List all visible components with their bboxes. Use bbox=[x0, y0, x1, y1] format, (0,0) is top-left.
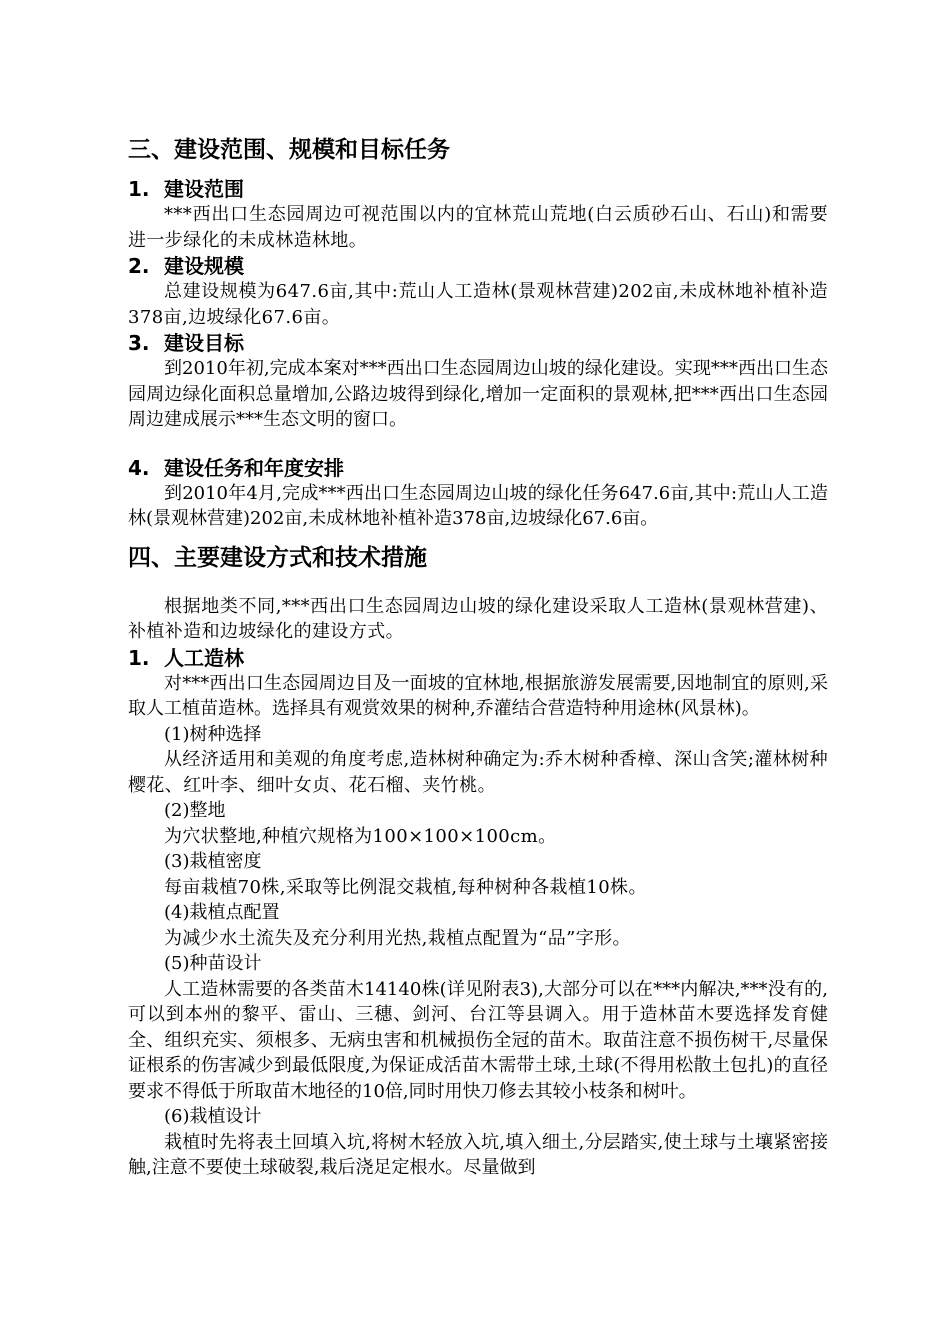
item-body: 到2010年初,完成本案对***西出口生态园周边山坡的绿化建设。实现***西出口生态园周边绿化面积总量增加,公路边坡得到绿化,增加一定面积的景观林,把***西出口生态园周边建成展示***生态文明的窗口。 bbox=[128, 358, 828, 430]
item-number: 1. bbox=[128, 177, 150, 201]
item-number: 3. bbox=[128, 331, 150, 355]
section-3-item-1 bbox=[128, 176, 828, 253]
subsection-body: 为减少水土流失及充分利用光热,栽植点配置为“品”字形。 bbox=[164, 927, 631, 949]
item-heading bbox=[128, 330, 828, 356]
section-4-title: 四、主要建设方式和技术措施 bbox=[128, 544, 427, 571]
item-heading-text: 建设规模 bbox=[164, 254, 244, 278]
section-3-item-4 bbox=[128, 455, 828, 532]
item-number: 1. bbox=[128, 645, 150, 670]
item-body: 总建设规模为647.6亩,其中:荒山人工造林(景观林营建)202亩,未成林地补植补造378亩,边坡绿化67.6亩。 bbox=[128, 281, 828, 328]
section-3-item-3 bbox=[128, 330, 828, 433]
subsection-body: 栽植时先将表土回填入坑,将树木轻放入坑,填入细土,分层踏实,使土球与土壤紧密接触,注意不要使土球破裂,栽后浇足定根水。尽量做到 bbox=[128, 1131, 828, 1178]
subsection-body: 人工造林需要的各类苗木14140株(详见附表3),大部分可以在***内解决,***没有的,可以到本州的黎平、雷山、三穗、剑河、台江等县调入。用于造林苗木要选择发育健全、组织充实、须根多、无病虫害和机械损伤全冠的苗木。取苗注意不损伤树干,尽量保证根系的伤害减少到最低限度,为保证成活苗木需带土球,土球(不得用松散土包扎)的直径要求不得低于所取苗木地径的10倍,同时用快刀修去其较小枝条和树叶。 bbox=[128, 978, 828, 1102]
subsection-site-preparation bbox=[128, 798, 828, 849]
item-heading-text: 建设范围 bbox=[164, 177, 244, 201]
subsection-label: (5)种苗设计 bbox=[164, 953, 262, 974]
subsection-planting-layout bbox=[128, 900, 828, 951]
subsection-label: (6)栽植设计 bbox=[164, 1106, 262, 1127]
item-body: 对***西出口生态园周边目及一面坡的宜林地,根据旅游发展需要,因地制宜的原则,采取人工植苗造林。选择具有观赏效果的树种,乔灌结合营造特种用途林(风景林)。 bbox=[128, 672, 828, 719]
item-number: 4. bbox=[128, 455, 150, 480]
subsection-planting-design bbox=[128, 1104, 828, 1181]
subsection-tree-species bbox=[128, 722, 828, 799]
item-heading bbox=[128, 455, 828, 481]
subsection-label: (4)栽植点配置 bbox=[164, 902, 280, 923]
item-heading bbox=[128, 176, 828, 202]
section-4-item-1 bbox=[128, 645, 828, 722]
subsection-label: (1)树种选择 bbox=[164, 723, 262, 745]
subsection-planting-density bbox=[128, 849, 828, 900]
item-heading bbox=[128, 253, 828, 279]
subsection-body: 每亩栽植70株,采取等比例混交栽植,每种树种各栽植10株。 bbox=[164, 876, 647, 898]
section-4-intro: 根据地类不同,***西出口生态园周边山坡的绿化建设采取人工造林(景观林营建)、补植补造和边坡绿化的建设方式。 bbox=[128, 595, 828, 642]
item-heading-text: 建设目标 bbox=[164, 331, 244, 355]
subsection-body: 为穴状整地,种植穴规格为100×100×100cm。 bbox=[164, 825, 557, 847]
section-3-item-2 bbox=[128, 253, 828, 330]
item-body: ***西出口生态园周边可视范围以内的宜林荒山荒地(白云质砂石山、石山)和需要进一步绿化的未成林造林地。 bbox=[128, 204, 828, 251]
item-heading-text: 建设任务和年度安排 bbox=[164, 455, 344, 480]
section-3-title: 三、建设范围、规模和目标任务 bbox=[128, 137, 450, 163]
item-heading-text: 人工造林 bbox=[164, 645, 244, 670]
subsection-body: 从经济适用和美观的角度考虑,造林树种确定为:乔木树种香樟、深山含笑;灌林树种樱花、红叶李、细叶女贞、花石榴、夹竹桃。 bbox=[128, 749, 828, 796]
item-number: 2. bbox=[128, 254, 150, 278]
item-heading bbox=[128, 645, 828, 671]
subsection-seedling-design bbox=[128, 951, 828, 1104]
subsection-label: (3)栽植密度 bbox=[164, 851, 262, 872]
item-body: 到2010年4月,完成***西出口生态园周边山坡的绿化任务647.6亩,其中:荒山人工造林(景观林营建)202亩,未成林地补植补造378亩,边坡绿化67.6亩。 bbox=[128, 482, 828, 529]
document-page bbox=[128, 130, 828, 1181]
subsection-label: (2)整地 bbox=[164, 800, 226, 821]
